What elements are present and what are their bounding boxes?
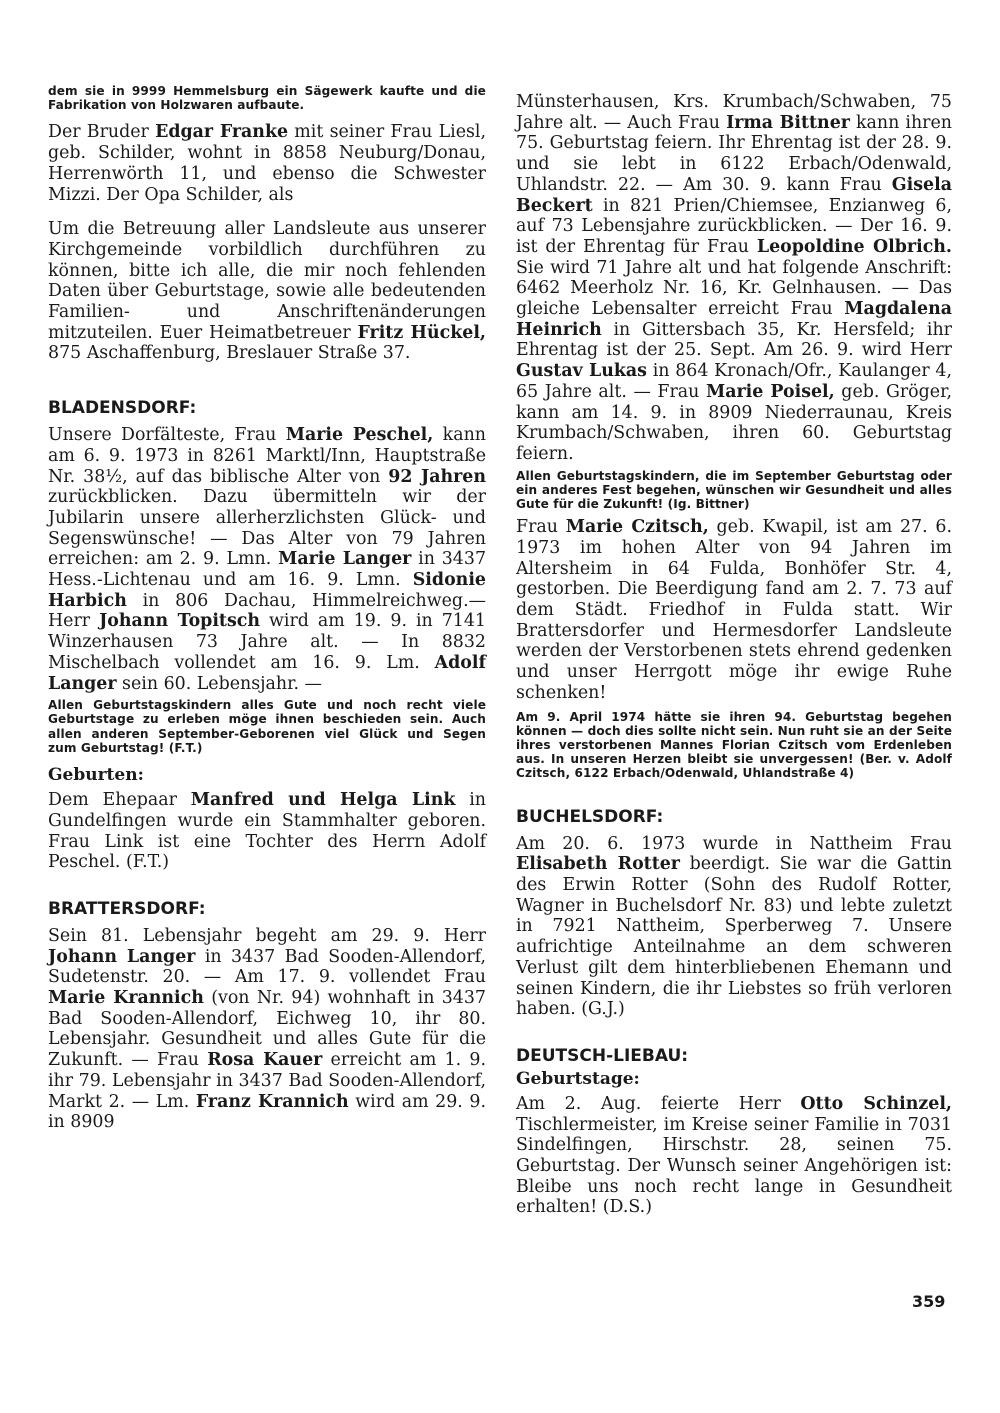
heading-brattersdorf: BRATTERSDORF: (48, 898, 206, 919)
paragraph-deutsch-liebau: Am 2. Aug. feierte Herr Otto Schinzel, Tischlermeister, im Kreise seiner Familie in 7031 Sindelfingen, Hirschstr. 28, seinen 75. Geburtstag. Der Wunsch seiner Angehörigen ist: Bleibe uns noch recht lange in Gesundheit erhalten! (D.S.) (516, 1093, 952, 1218)
left-column (48, 84, 486, 1133)
page-number: 359 (912, 1292, 946, 1311)
paragraph-czitsch: Frau Marie Czitsch, geb. Kwapil, ist am 27. 6. 1973 im hohen Alter von 94 Jahren im Altersheim in 64 Fulda, Bonhöfer Str. 4, gestorben. Die Beerdigung fand am 2. 7. 73 auf dem Städt. Friedhof in Fulda statt. Wir Brattersdorfer und Hermesdorfer Landsleute werden der Verstorbenen stets ehrend gedenken und unser Herrgott möge ihr ewige Ruhe schenken! (516, 517, 952, 703)
right-column (516, 92, 952, 1218)
paragraph-bladensdorf: Unsere Dorfälteste, Frau Marie Peschel, kann am 6. 9. 1973 in 8261 Marktl/Inn, Hauptstraße Nr. 38½, auf das biblische Alter von 92 Jahren zurückblicken. Dazu übermitteln wir der Jubilarin unsere allerherzlichsten Glück- und Segenswünsche! — Das Alter von 79 Jahren erreichen: am 2. 9. Lmn. Marie Langer in 3437 Hess.-Lichtenau und am 16. 9. Lmn. Sidonie Harbich in 806 Dachau, Himmelreichweg.— Herr Johann Topitsch wird am 19. 9. in 7141 Winzerhausen 73 Jahre alt. — In 8832 Mischelbach vollendet am 16. 9. Lm. Adolf Langer sein 60. Lebensjahr. — (48, 425, 487, 694)
intro-note: dem sie in 9999 Hemmelsburg ein Sägewerk kaufte und die Fabrikation von Holzwaren aufbaute. (48, 84, 486, 113)
heading-buchelsdorf: BUCHELSDORF: (516, 806, 664, 827)
paragraph-buchelsdorf: Am 20. 6. 1973 wurde in Nattheim Frau Elisabeth Rotter beerdigt. Sie war die Gattin des Erwin Rotter (Sohn des Rudolf Rotter, Wagner in Buchelsdorf Nr. 83) und lebte zuletzt in 7921 Nattheim, Sperberweg 7. Unsere aufrichtige Anteilnahme an dem schweren Verlust gilt dem hinterbliebenen Ehemann und seinen Kindern, die ihr Liebstes so früh verloren haben. (G.J.) (516, 833, 952, 1020)
heading-bladensdorf: BLADENSDORF: (48, 398, 197, 419)
paragraph-brattersdorf: Sein 81. Lebensjahr begeht am 29. 9. Herr Johann Langer in 3437 Bad Sooden-Allendorf, Sudetenstr. 20. — Am 17. 9. vollendet Frau Marie Krannich (von Nr. 94) wohnhaft in 3437 Bad Sooden-Allendorf, Eichweg 10, ihr 80. Lebensjahr. Gesundheit und alles Gute für die Zukunft. — Frau Rosa Kauer erreicht am 1. 9. ihr 79. Lebensjahr in 3437 Bad Sooden-Allendorf, Markt 2. — Lm. Franz Krannich wird am 29. 9. in 8909 (48, 925, 487, 1133)
paragraph-geburten: Dem Ehepaar Manfred und Helga Link in Gundelfingen wurde ein Stammhalter geboren. Frau Link ist eine Tochter des Herrn Adolf Peschel. (F.T.) (48, 790, 486, 873)
heading-geburtstage: Geburtstage: (516, 1068, 640, 1089)
paragraph-brattersdorf-continued: Münsterhausen, Krs. Krumbach/Schwaben, 75 Jahre alt. — Auch Frau Irma Bittner kann ihren 75. Geburtstag feiern. Ihr Ehrentag ist der 28. 9. und sie lebt in 6122 Erbach/Odenwald, Uhlandstr. 22. — Am 30. 9. kann Frau Gisela Beckert in 821 Prien/Chiemsee, Enzianweg 6, auf 73 Lebensjahre zurückblicken. — Der 16. 9. ist der Ehrentag für Frau Leopoldine Olbrich. Sie wird 71 Jahre alt und hat folgende Anschrift: 6462 Meerholz Nr. 16, Kr. Gelnhausen. — Das gleiche Lebensalter erreicht Frau Magdalena Heinrich in Gittersbach 35, Kr. Hersfeld; ihr Ehrentag ist der 25. Sept. Am 26. 9. wird Herr Gustav Lukas in 864 Kronach/Ofr., Kaulanger 4, 65 Jahre alt. — Frau Marie Poisel, geb. Gröger, kann am 14. 9. in 8909 Niederraunau, Kreis Krumbach/Schwaben, ihren 60. Geburtstag feiern. (516, 92, 952, 464)
heading-deutsch-liebau: DEUTSCH-LIEBAU: (516, 1045, 689, 1066)
brattersdorf-wishes: Allen Geburtstagskindern, die im September Geburtstag oder ein anderes Fest begehen, wünschen wir Gesundheit und alles Gute für die Zukunft! (Ig. Bittner) (516, 468, 952, 512)
paragraph-betreuung: Um die Betreuung aller Landsleute aus unserer Kirchgemeinde vorbildlich durchführen zu können, bitte ich alle, die mir noch fehlenden Daten über Geburtstage, sowie alle bedeutenden Familien- und Anschriftenänderungen mitzuteilen. Euer Heimatbetreuer Fritz Hückel, 875 Aschaffenburg, Breslauer Straße 37. (48, 219, 486, 364)
czitsch-memorial: Am 9. April 1974 hätte sie ihren 94. Geburtstag begehen können — doch dies sollte nicht sein. Nun ruht sie an der Seite ihres verstorbenen Mannes Florian Czitsch vom Erdenleben aus. In unseren Herzen bleibt sie unvergessen! (Ber. v. Adolf Czitsch, 6122 Erbach/Odenwald, Uhlandstraße 4) (516, 709, 952, 781)
bladensdorf-wishes: Allen Geburtstagskindern alles Gute und noch recht viele Geburtstage zu erleben möge ihnen beschieden sein. Auch allen anderen September-Geborenen viel Glück und Segen zum Geburtstag! (F.T.) (48, 698, 486, 755)
heading-geburten: Geburten: (48, 765, 144, 786)
paragraph-franke: Der Bruder Edgar Franke mit seiner Frau Liesl, geb. Schilder, wohnt in 8858 Neuburg/Donau, Herrenwörth 11, und ebenso die Schwester Mizzi. Der Opa Schilder, als (48, 122, 486, 205)
